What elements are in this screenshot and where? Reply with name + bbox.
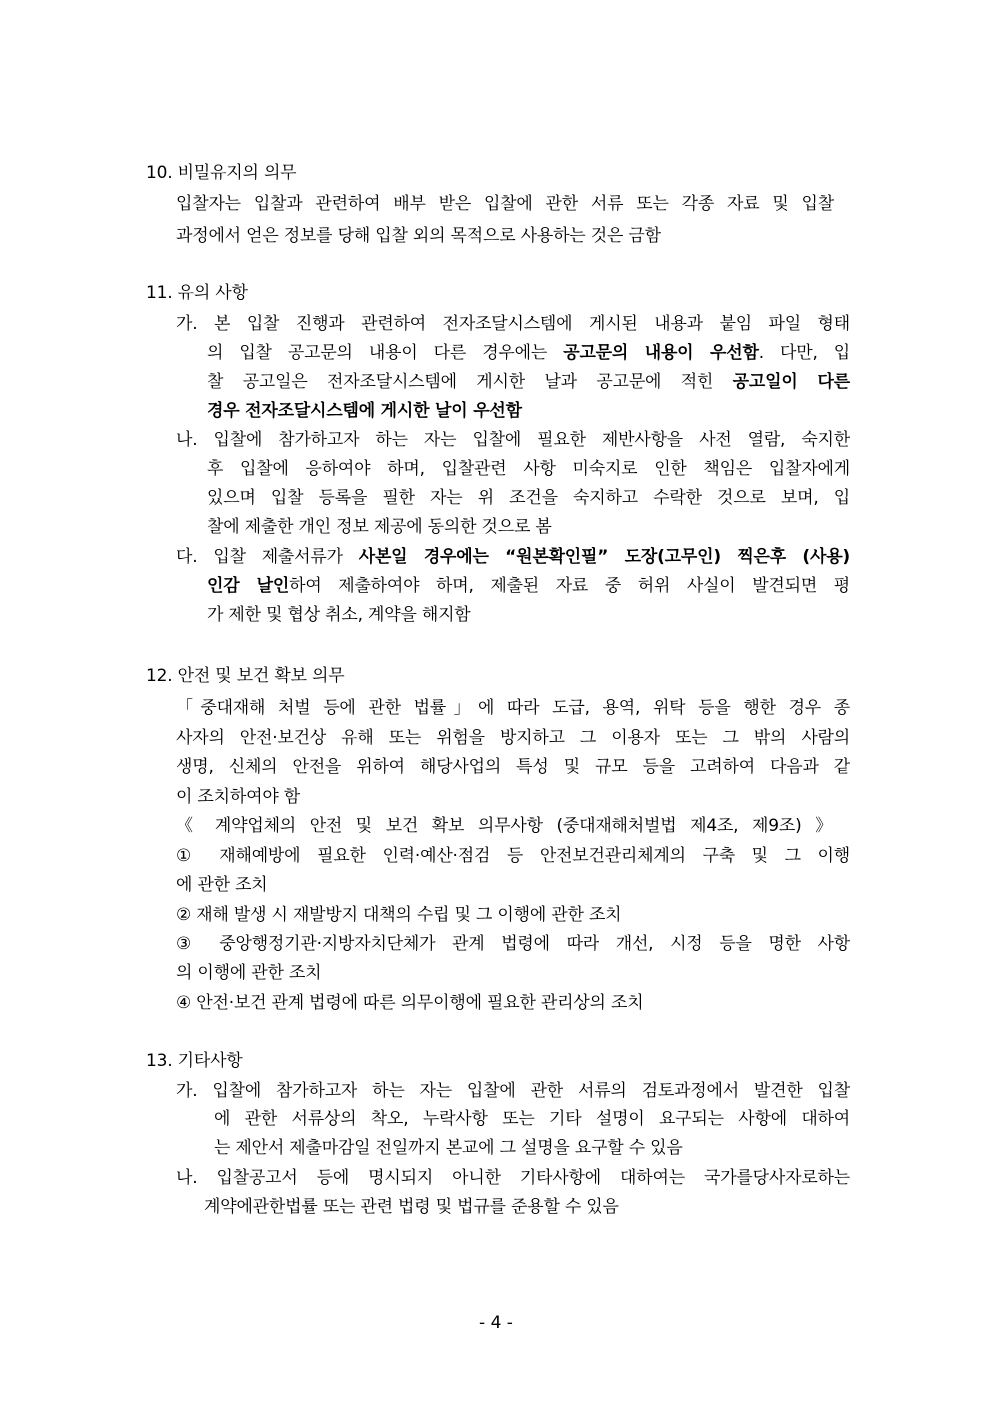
section-12-item-2: ② 재해 발생 시 재발방지 대책의 수립 및 그 이행에 관한 조치 xyxy=(176,905,622,925)
emphasis-copy-stamp: 사본일 경우에는 “원본확인필” 도장(고무인) 찍은후 (사용) xyxy=(358,547,850,567)
section-11-item-na-line-1: 나. 입찰에 참가하고자 하는 자는 입찰에 필요한 제반사항을 사전 열람, 숙지한 xyxy=(176,430,850,450)
section-11-item-ga-line-4: 경우 전자조달시스템에 게시한 날이 우선함 xyxy=(207,401,522,421)
emphasis-notice-date: 공고일이 다른 xyxy=(732,372,850,392)
emphasis-notice-priority: 공고문의 내용이 우선함 xyxy=(563,343,759,363)
section-11-heading: 11. 유의 사항 xyxy=(146,283,248,303)
section-13-item-ga-line-3: 는 제안서 제출마감일 전일까지 본교에 그 설명을 요구할 수 있음 xyxy=(214,1138,683,1158)
section-11-item-da-line-2: 인감 날인하여 제출하여야 하며, 제출된 자료 중 허위 사실이 발견되면 평 xyxy=(207,576,850,596)
section-12-item-4: ④ 안전·보건 관계 법령에 따른 의무이행에 필요한 관리상의 조치 xyxy=(176,993,644,1013)
section-11-item-ga-line-2: 의 입찰 공고문의 내용이 다른 경우에는 공고문의 내용이 우선함. 다만, 입 xyxy=(207,343,850,363)
section-13-item-na-line-2: 계약에관한법률 또는 관련 법령 및 법규를 준용할 수 있음 xyxy=(204,1197,619,1217)
section-12-text-line-3: 생명, 신체의 안전을 위하여 해당사업의 특성 및 규모 등을 고려하여 다음과 같 xyxy=(176,757,850,777)
section-10-text-line-2: 과정에서 얻은 정보를 당해 입찰 외의 목적으로 사용하는 것은 금함 xyxy=(176,226,661,246)
section-11-item-na-line-2: 후 입찰에 응하여야 하며, 입찰관련 사항 미숙지로 인한 책임은 입찰자에게 xyxy=(207,459,850,479)
section-13-heading: 13. 기타사항 xyxy=(146,1051,243,1071)
section-12-item-3-line-1: ③ 중앙행정기관·지방자치단체가 관계 법령에 따라 개선, 시정 등을 명한 사항 xyxy=(176,934,850,954)
section-12-heading: 12. 안전 및 보건 확보 의무 xyxy=(146,666,345,686)
section-10-text-line-1: 입찰자는 입찰과 관련하여 배부 받은 입찰에 관한 서류 또는 각종 자료 및 입찰 xyxy=(176,194,834,214)
section-11-item-na-line-3: 있으며 입찰 등록을 필한 자는 위 조건을 숙지하고 수락한 것으로 보며, 입 xyxy=(207,488,850,508)
page-number: - 4 - xyxy=(479,1313,513,1333)
section-10-heading: 10. 비밀유지의 의무 xyxy=(146,163,297,183)
section-12-text-line-4: 이 조치하여야 함 xyxy=(176,787,300,807)
section-11-item-ga-line-1: 가. 본 입찰 진행과 관련하여 전자조달시스템에 게시된 내용과 붙임 파일 형태 xyxy=(176,314,850,334)
section-11-item-ga-line-3: 찰 공고일은 전자조달시스템에 게시한 날과 공고문에 적힌 공고일이 다른 xyxy=(207,372,850,392)
emphasis-seal: 인감 날인 xyxy=(207,576,290,596)
section-11-item-da-line-3: 가 제한 및 협상 취소, 계약을 해지함 xyxy=(207,605,471,625)
section-12-item-3-line-2: 의 이행에 관한 조치 xyxy=(176,963,322,983)
section-13-item-na-line-1: 나. 입찰공고서 등에 명시되지 아니한 기타사항에 대하여는 국가를당사자로하는 xyxy=(176,1168,850,1188)
section-12-subtitle: 《 계약업체의 안전 및 보건 확보 의무사항 (중대재해처벌법 제4조, 제9조) 》 xyxy=(176,816,832,836)
section-12-text-line-2: 사자의 안전·보건상 유해 또는 위험을 방지하고 그 이용자 또는 그 밖의 사람의 xyxy=(176,728,850,748)
section-13-item-ga-line-2: 에 관한 서류상의 착오, 누락사항 또는 기타 설명이 요구되는 사항에 대하여 xyxy=(214,1109,850,1129)
section-12-item-1-line-2: 에 관한 조치 xyxy=(176,875,268,895)
section-13-item-ga-line-1: 가. 입찰에 참가하고자 하는 자는 입찰에 관한 서류의 검토과정에서 발견한 입찰 xyxy=(176,1081,850,1101)
section-11-item-da-line-1: 다. 입찰 제출서류가 사본일 경우에는 “원본확인필” 도장(고무인) 찍은후 (사용) xyxy=(176,547,850,567)
section-12-item-1-line-1: ① 재해예방에 필요한 인력·예산·점검 등 안전보건관리체계의 구축 및 그 이행 xyxy=(176,846,850,866)
section-11-item-na-line-4: 찰에 제출한 개인 정보 제공에 동의한 것으로 봄 xyxy=(207,517,552,537)
section-12-text-line-1: 「중대재해 처벌 등에 관한 법률」에 따라 도급, 용역, 위탁 등을 행한 경우 종 xyxy=(176,698,850,718)
